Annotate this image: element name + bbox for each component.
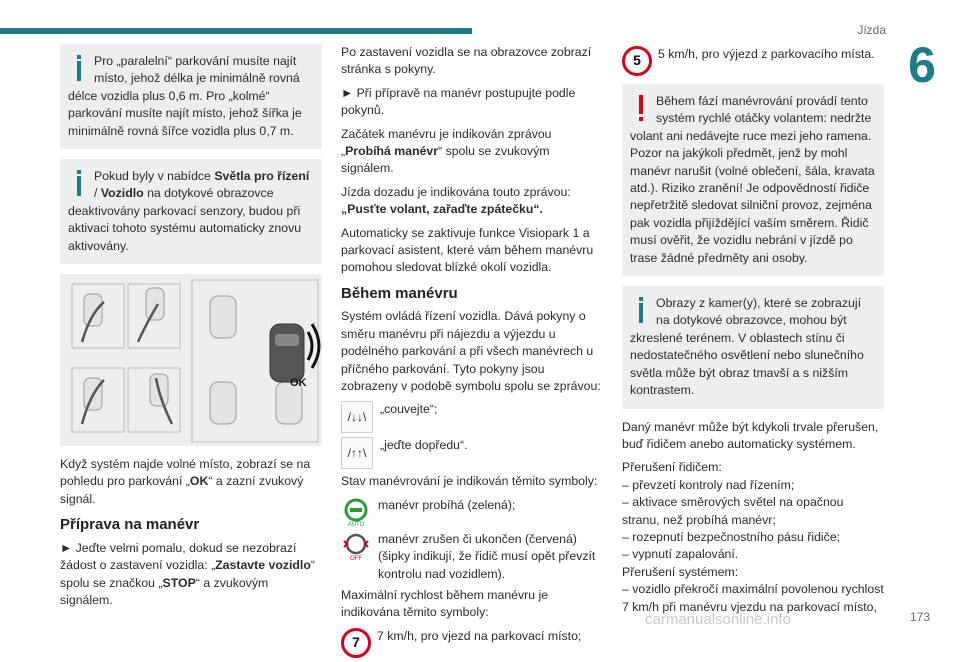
- prep-text: ► Jeďte velmi pomalu, dokud se nezobrazí žádost o zastavení vozidla: „Zastavte vozidlo“ spolu se značkou „STOP“ a zvukovým signálem.: [60, 540, 315, 607]
- steering-auto-icon: [341, 497, 371, 527]
- forward-instruction: /↑↑\ „jeďte dopředu“.: [341, 437, 604, 469]
- info-icon: [630, 295, 652, 325]
- speed-sign-icon: 7: [341, 628, 371, 658]
- watermark: carmanualsonline.info: [645, 611, 791, 628]
- chapter-number: 6: [908, 37, 936, 93]
- info-box-parking-space: [60, 44, 322, 149]
- heading-preparation: Příprava na manévr: [60, 516, 200, 534]
- heading-during-manoeuvre: Během manévru: [341, 284, 458, 302]
- speed-sign-icon: 5: [622, 46, 652, 76]
- column-2: [341, 44, 604, 662]
- driver-interruption-list: Přerušení řidičem: – převzetí kontroly nad řízením; – aktivace směrových světel na opačnou stranu, než probíhá manévr; – rozepnutí bezpečnostního pásu řidiče; – vypnutí zapalování. Přerušení systémem: – vozidlo překročí maximální povolenou rychlost 7 km/h při manévru vjezdu na parkovací místo,: [622, 459, 884, 616]
- info-icon: [68, 168, 90, 198]
- info-box-sensors: Pokud byly v nabídce Světla pro řízení / Vozidlo na dotykové obrazovce deaktivovány parkovací senzory, budou při aktivaci tohoto systému automaticky znovu aktivovány.: [60, 159, 322, 264]
- list-item: – převzetí kontroly nad řízením;: [622, 477, 795, 492]
- reverse-arrows-icon: /↓↓\: [341, 401, 373, 433]
- speed-limit-5: 5 5 km/h, pro výjezd z parkovacího místa.: [622, 46, 884, 76]
- svg-text:AUTO: AUTO: [347, 521, 365, 527]
- column-3: [622, 44, 884, 616]
- paragraph: Jízda dozadu je indikována touto zprávou: „Pusťte volant, zařaďte zpátečku“.: [341, 184, 571, 217]
- warning-box: Během fází manévrování provádí tento systém rychlé otáčky volantem: nedržte volant ani nedávejte ruce mezi jeho ramena. Pozor na jakýkoli předmět, jenž by mohl manévr narušit (volné oblečení, šála, kravata atd.). Riziko zranění! Je odpovědností řidiče nepřetržitě sledovat silniční provoz, zejména pak vozidla přijíždějící vaším směrem. Řidič musí ověřit, že vozidlu nebrání v jízdě po trase žádné předměty ani osoby.: [622, 84, 884, 276]
- column-1: [60, 44, 322, 615]
- info-icon: [68, 53, 90, 83]
- paragraph: Po zastavení vozidla se na obrazovce zobrazí stránka s pokyny.: [341, 45, 592, 77]
- svg-text:OFF: OFF: [350, 555, 362, 561]
- reverse-instruction: /↓↓\ „couvejte“;: [341, 401, 604, 433]
- list-item: – vypnutí zapalování.: [622, 547, 739, 562]
- paragraph: Stav manévrování je indikován těmito symboly:: [341, 474, 598, 489]
- warning-icon: [630, 93, 652, 123]
- header-accent-bar: [0, 28, 472, 34]
- paragraph: Začátek manévru je indikován zprávou „Probíhá manévr“ spolu se zvukovým signálem.: [341, 126, 552, 176]
- info-box-camera: Obrazy z kamer(y), které se zobrazují na dotykové obrazovce, mohou být zkreslené terénem. V oblastech stínu či nedostatečného osvětlení nebo slunečního světla může být obraz tmavší a s nižším kontrastem.: [622, 286, 884, 408]
- speed-limit-7: 7 7 km/h, pro vjezd na parkovací místo;: [341, 628, 604, 658]
- list-item: – rozepnutí bezpečnostního pásu řidiče;: [622, 529, 841, 544]
- parking-manoeuvre-illustration: [60, 274, 322, 446]
- paragraph: Automaticky se zaktivuje funkce Visiopark 1 a parkovací asistent, které vám během manévru pomohou sledovat blízké okolí vozidla.: [341, 225, 594, 275]
- section-title: Jízda: [857, 23, 886, 37]
- status-in-progress: AUTO manévr probíhá (zelená);: [341, 497, 604, 527]
- paragraph: Daný manévr může být kdykoli trvale přerušen, buď řidičem anebo automaticky systémem.: [622, 419, 879, 451]
- steering-off-icon: [341, 531, 371, 561]
- paragraph: Systém ovládá řízení vozidla. Dává pokyny o směru manévru při nájezdu a výjezdu u podélného parkování a při všech manévrech u příčného parkování. Tyto pokyny jsou zobrazeny v podobě symbolu spolu se zprávou:: [341, 309, 601, 393]
- list-item: – vozidlo překročí maximální povolenou rychlost 7 km/h při manévru vjezdu na parkovací místo,: [622, 582, 884, 614]
- list-item: – aktivace směrových světel na opačnou stranu, než probíhá manévr;: [622, 495, 844, 527]
- forward-arrows-icon: /↑↑\: [341, 437, 373, 469]
- space-found-text: Když systém najde volné místo, zobrazí se na pohledu pro parkování „OK“ a zazní zvukový signál.: [60, 457, 311, 506]
- paragraph: Maximální rychlost během manévru je indikována těmito symboly:: [341, 587, 549, 620]
- info-text: Pro „paralelní“ parkování musíte najít místo, jehož délka je minimálně rovná délce vozidla plus 0,6 m. Pro „kolmé“ parkování musíte najít místo, jehož šířka je minimálně rovná šířce vozidla plus 0,7 m.: [68, 54, 302, 138]
- page-number: 173: [909, 610, 930, 624]
- paragraph: ► Při přípravě na manévr postupujte podle pokynů.: [341, 85, 576, 118]
- status-cancelled: OFF manévr zrušen či ukončen (červená) (šipky indikují, že řidič musí opět převzít kontrolu nad vozidlem).: [341, 531, 604, 583]
- ok-label: OK: [290, 377, 307, 390]
